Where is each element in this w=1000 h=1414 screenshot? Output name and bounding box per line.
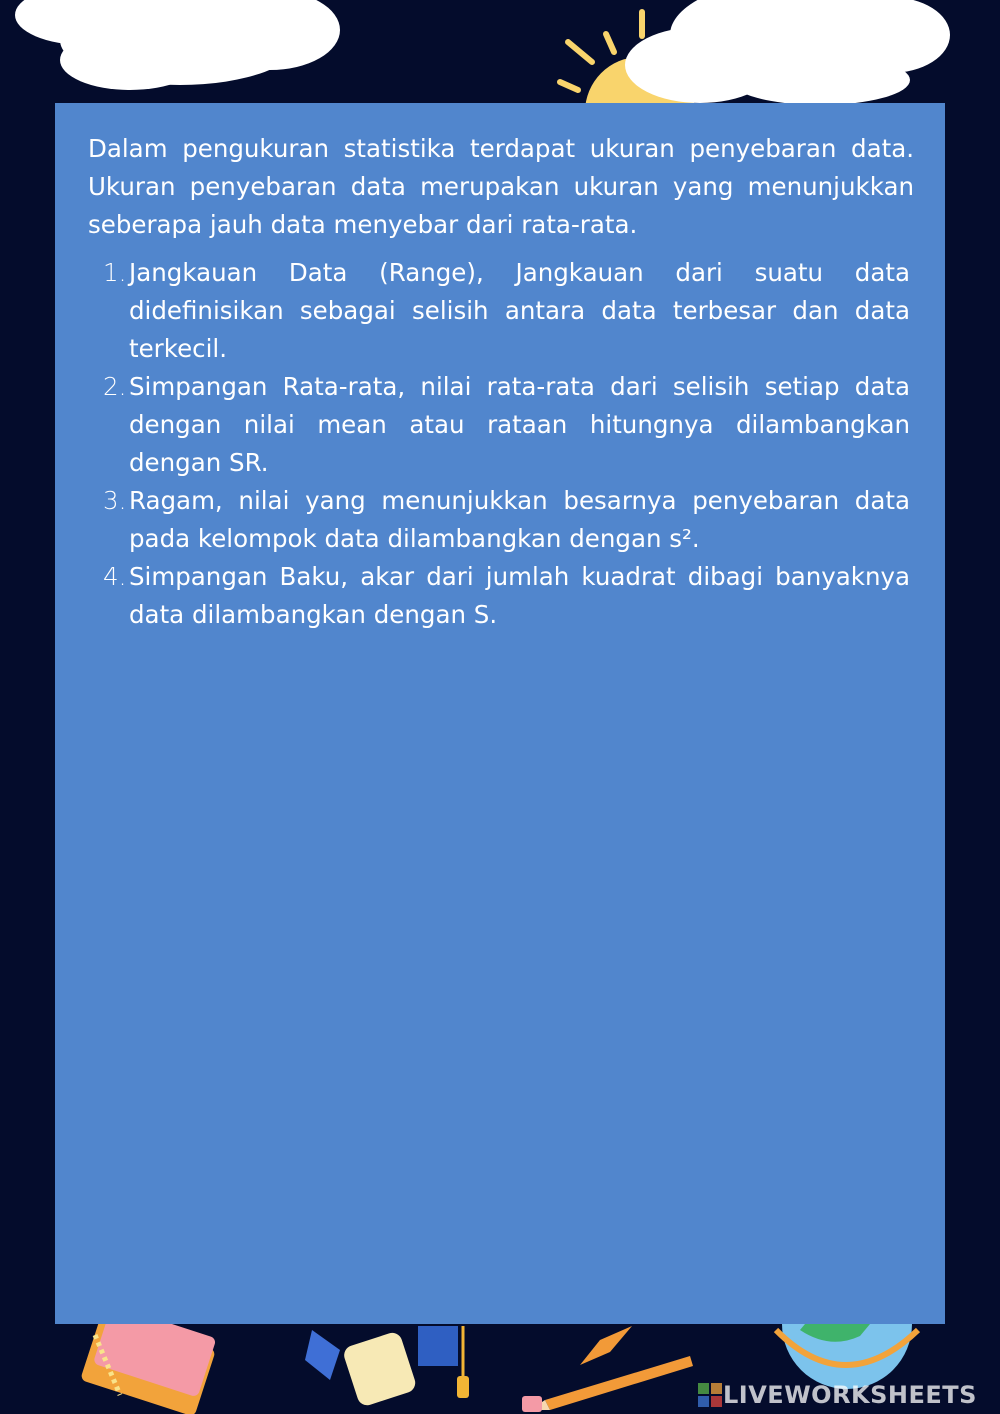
list-item-text: Jangkauan Data (Range), Jangkauan dari suatu data didefinisikan sebagai selisih antara data terbesar dan data terkecil. bbox=[129, 258, 910, 363]
text-content bbox=[88, 130, 914, 634]
list-item-text: Simpangan Rata-rata, nilai rata-rata dari selisih setiap data dengan nilai mean atau rataan hitungnya dilambangkan dengan SR. bbox=[129, 372, 910, 477]
pencil-icon bbox=[522, 1326, 693, 1412]
cloud-right-icon bbox=[625, 0, 950, 105]
list-item-number: 2. bbox=[103, 372, 127, 401]
diploma-icon bbox=[305, 1326, 469, 1408]
intro-paragraph: Dalam pengukuran statistika terdapat ukuran penyebaran data. Ukuran penyebaran data merupakan ukuran yang menunjukkan seberapa jauh data menyebar dari rata-rata. bbox=[88, 134, 914, 239]
list-item bbox=[103, 368, 910, 482]
list-item bbox=[103, 482, 910, 558]
list-item-number: 4. bbox=[103, 562, 127, 591]
list-item-number: 3. bbox=[103, 486, 127, 515]
liveworksheets-watermark bbox=[698, 1380, 977, 1410]
watermark-text: LIVEWORKSHEETS bbox=[723, 1381, 977, 1409]
list-item-number: 1. bbox=[103, 258, 127, 287]
liveworksheets-logo-icon bbox=[698, 1383, 722, 1407]
cloud-left-icon bbox=[15, 0, 340, 90]
list-item bbox=[103, 254, 910, 368]
list-item-text: Simpangan Baku, akar dari jumlah kuadrat dibagi banyaknya data dilambangkan dengan S. bbox=[129, 562, 910, 629]
dispersion-measures-list bbox=[88, 254, 914, 634]
list-item-text: Ragam, nilai yang menunjukkan besarnya penyebaran data pada kelompok data dilambangkan dengan s². bbox=[129, 486, 910, 553]
list-item bbox=[103, 558, 910, 634]
